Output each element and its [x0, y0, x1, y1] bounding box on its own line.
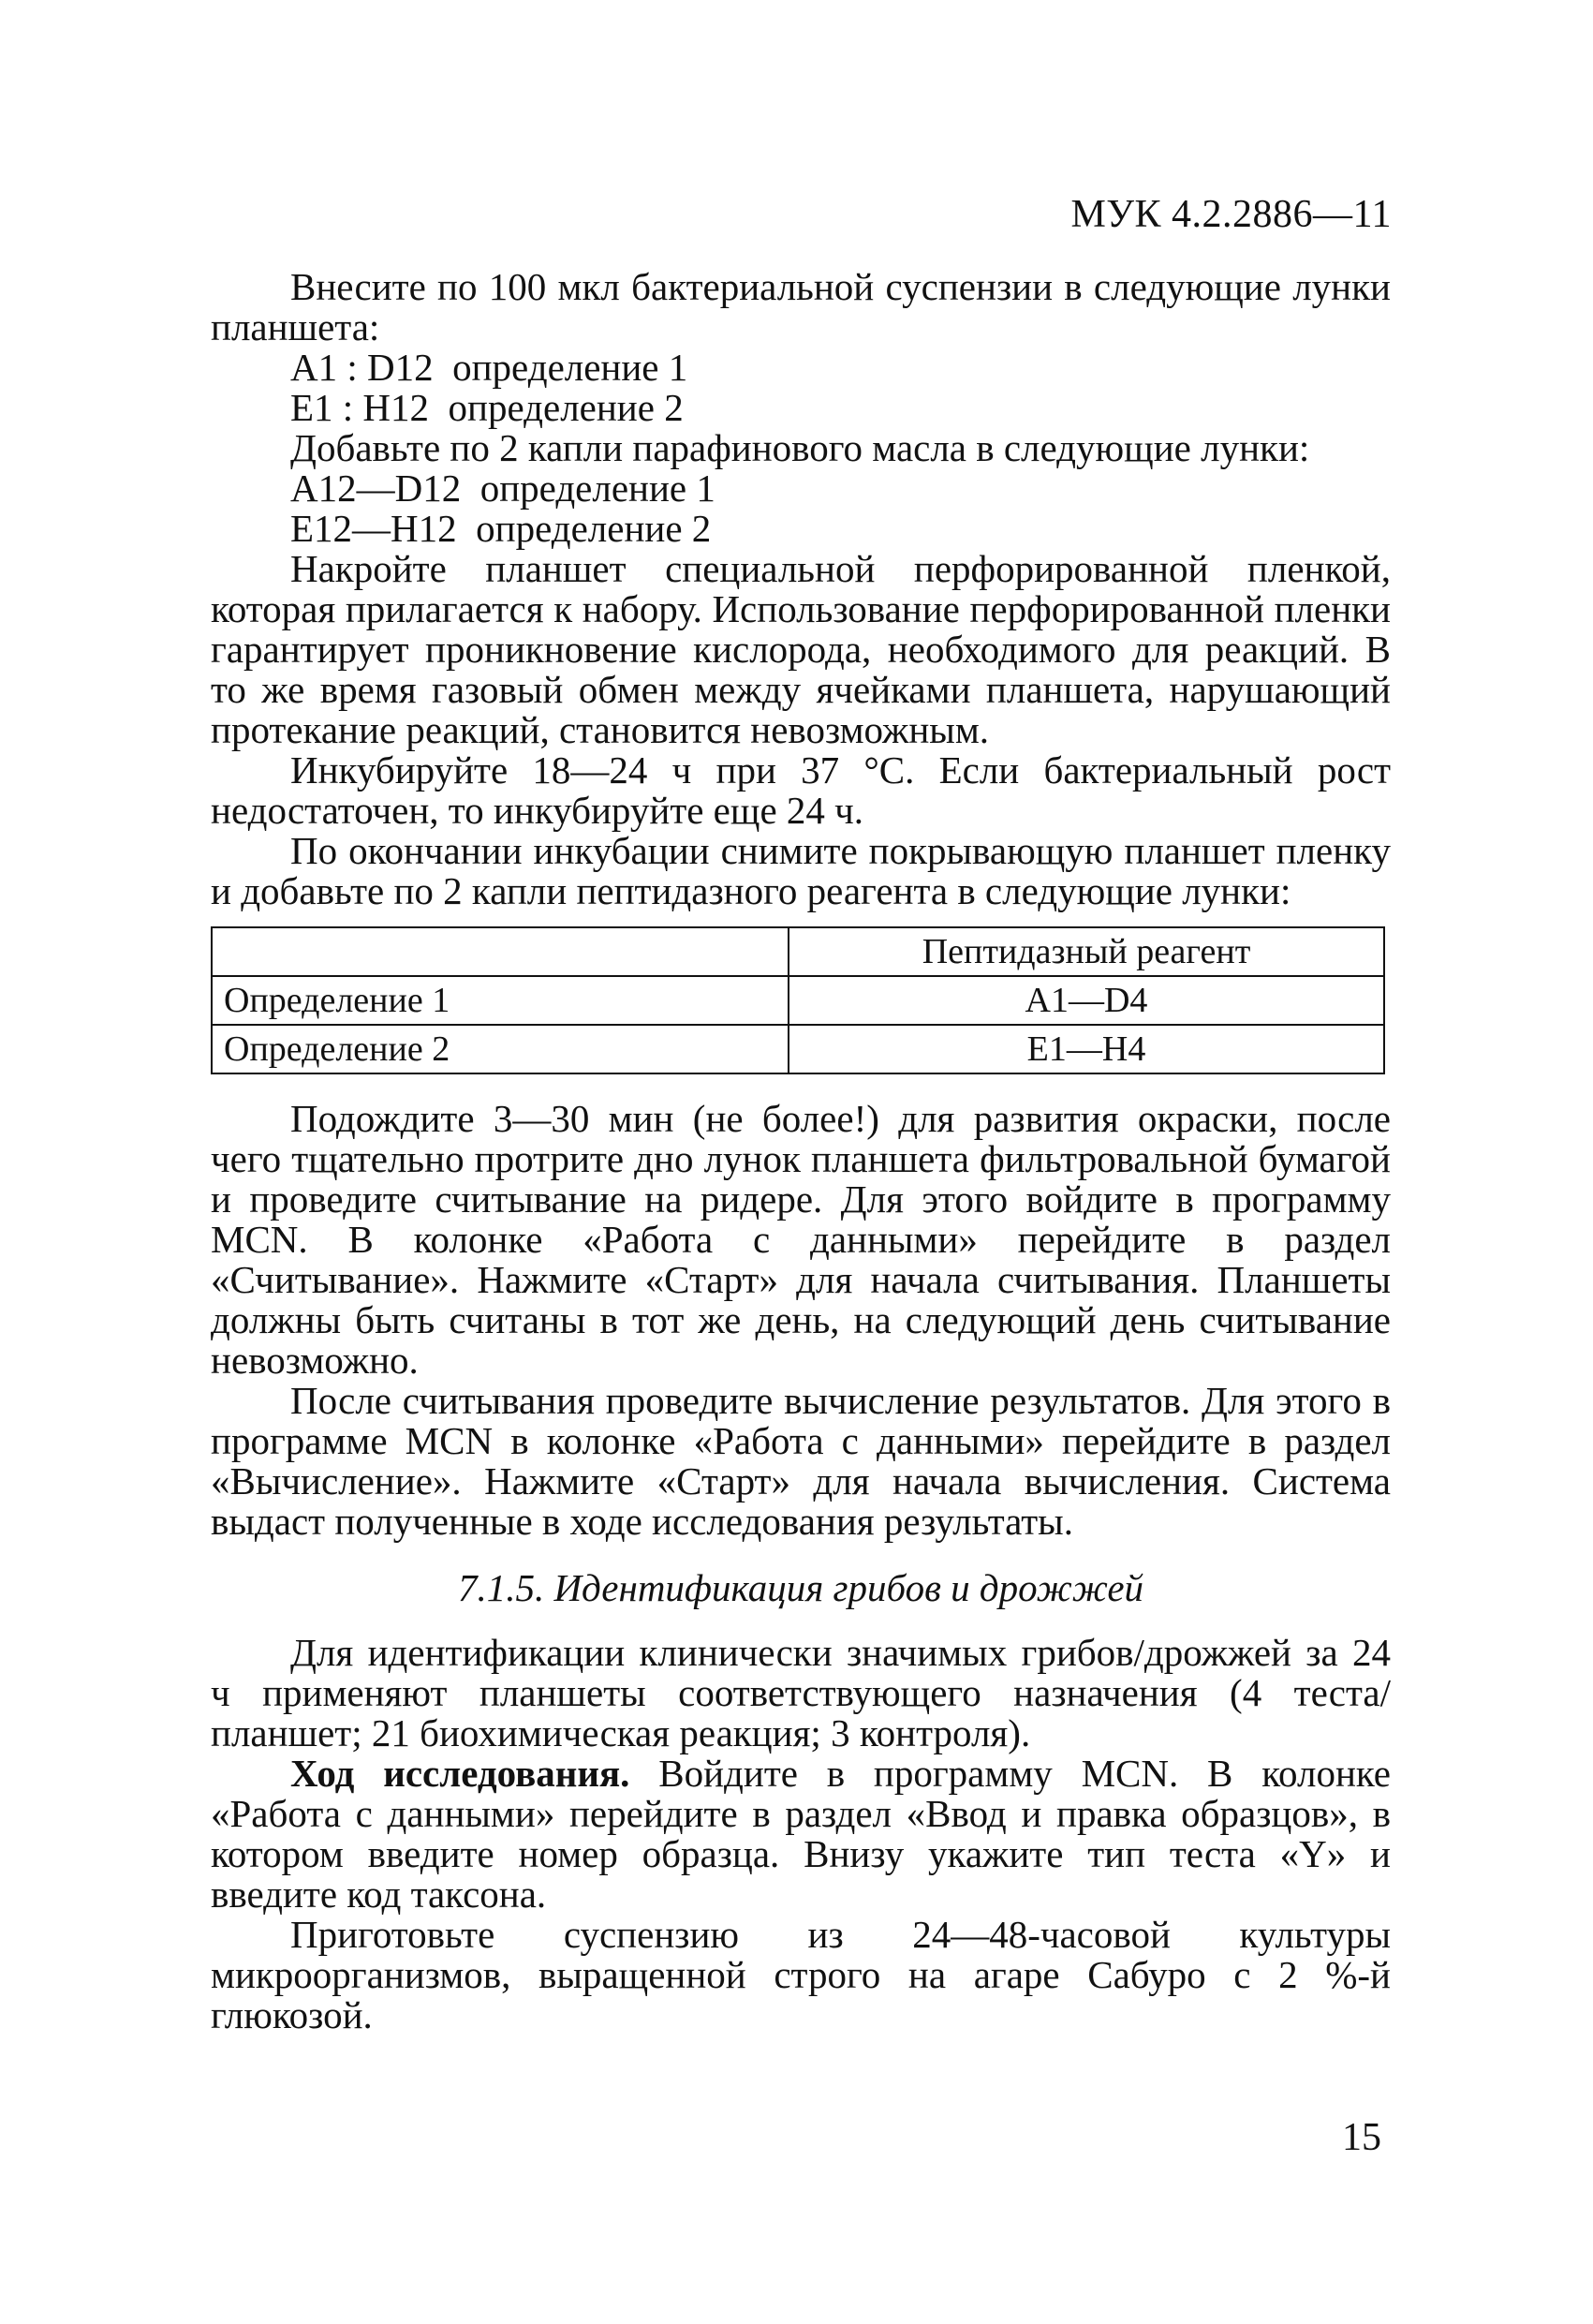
- section-heading: 7.1.5. Идентификация грибов и дрожжей: [457, 1566, 1144, 1609]
- procedure-label: Ход исследования.: [290, 1752, 630, 1795]
- reagent-table: [211, 926, 1385, 1074]
- incubation-paragraph: Инкубируйте 18—24 ч при 37 °С. Если бактериальный рост недостаточен, то инкубируйте еще 24 ч.: [211, 748, 1391, 832]
- calculation-paragraph: После считывания проведите вычисление результатов. Для этого в программе MCN в колонке «Работа с данными» перейдите в раздел «Вычисление». Нажмите «Старт» для начала вычисления. Система выдаст полученные в ходе исследования результаты.: [211, 1379, 1391, 1543]
- well-range-1: A1 : D12 определение 1: [290, 346, 688, 389]
- oil-well-range-2: E12—H12 определение 2: [290, 507, 712, 550]
- intro-paragraph: Внесите по 100 мкл бактериальной суспензии в следующие лунки планшета:: [211, 265, 1391, 348]
- page-number: 15: [1342, 2116, 1381, 2159]
- table-row: [212, 1025, 1384, 1073]
- document-code-header: МУК 4.2.2886—11: [1070, 193, 1392, 236]
- procedure-text: Войдите в программу MCN. В колонке «Работа с данными» перейдите в раздел «Ввод и правка образцов», в котором введите номер образца. Внизу укажите тип теста «Y» и введите код таксона.: [211, 1752, 1391, 1916]
- page-body: [211, 267, 1391, 2035]
- reagent-paragraph: По окончании инкубации снимите покрывающую планшет пленку и добавьте по 2 капли пептидазного реагента в следующие лунки:: [211, 829, 1391, 912]
- reading-paragraph: Подождите 3—30 мин (не более!) для развития окраски, после чего тщательно протрите дно лунок планшета фильтровальной бумагой и проведите считывание на ридере. Для этого войдите в программу MCN. В колонке «Работа с данными» перейдите в раздел «Считывание». Нажмите «Старт» для начала считывания. Планшеты должны быть считаны в тот же день, на следующий день считывание невозможно.: [211, 1097, 1391, 1382]
- table-cell-label: Определение 1: [212, 976, 789, 1025]
- table-cell-value: E1—H4: [789, 1025, 1384, 1073]
- table-cell-value: A1—D4: [789, 976, 1384, 1025]
- fungi-intro-paragraph: Для идентификации клинически значимых грибов/дрожжей за 24 ч применяют планшеты соответствующего назначения (4 теста/планшет; 21 биохимическая реакция; 3 контроля).: [211, 1631, 1391, 1754]
- oil-well-range-1: A12—D12 определение 1: [290, 466, 715, 510]
- table-row: [212, 976, 1384, 1025]
- table-header-cell: Пептидазный реагент: [789, 927, 1384, 976]
- well-range-2: E1 : H12 определение 2: [290, 386, 684, 429]
- table-cell-label: Определение 2: [212, 1025, 789, 1073]
- table-header-row: [212, 927, 1384, 976]
- film-paragraph: Накройте планшет специальной перфорированной пленкой, которая прилагается к набору. Использование перфорированной пленки гарантирует проникновение кислорода, необходимого для реакций. В то же время газовый обмен между ячейками планшета, нарушающий протекание реакций, становится невозможным.: [211, 547, 1391, 751]
- procedure-paragraph: [211, 1754, 1391, 1915]
- table-header-cell-empty: [212, 927, 789, 976]
- suspension-paragraph: Приготовьте суспензию из 24—48-часовой культуры микроорганизмов, выращенной строго на агаре Сабуро с 2 %-й глюкозой.: [211, 1913, 1391, 2036]
- oil-instruction: Добавьте по 2 капли парафинового масла в следующие лунки:: [290, 426, 1310, 469]
